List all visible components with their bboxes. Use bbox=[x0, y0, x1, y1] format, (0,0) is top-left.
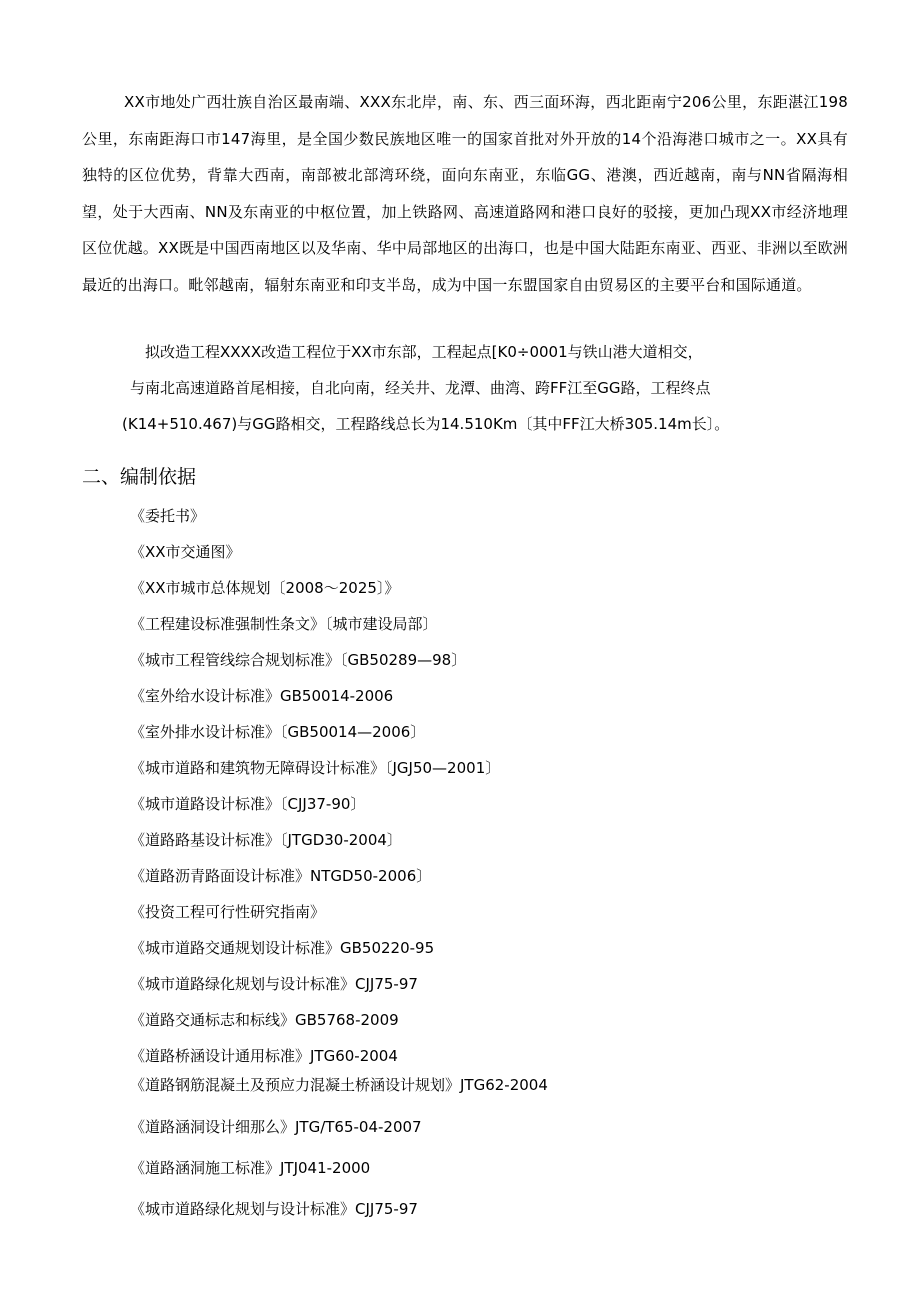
reference-item: 《道路交通标志和标线》GB5768-2009 bbox=[130, 1011, 399, 1029]
reference-item: 《城市道路交通规划设计标准》GB50220-95 bbox=[130, 939, 435, 957]
reference-item: 《委托书》 bbox=[130, 507, 206, 525]
project-paragraph-line-2: 与南北高速道路首尾相接，自北向南，经关井、龙潭、曲湾、跨FF江至GG路，工程终点 bbox=[130, 379, 711, 397]
reference-item: 《室外排水设计标准》〔GB50014—2006〕 bbox=[130, 723, 426, 741]
reference-item: 《城市道路绿化规划与设计标准》CJJ75-97 bbox=[130, 975, 418, 993]
reference-item: 《道路钢筋混凝土及预应力混凝土桥涵设计规划》JTG62-2004 bbox=[130, 1076, 548, 1094]
reference-item: 《工程建设标准强制性条文》〔城市建设局部〕 bbox=[130, 615, 438, 633]
reference-item: 《城市工程管线综合规划标准》〔GB50289—98〕 bbox=[130, 651, 467, 669]
reference-item: 《道路涵洞施工标准》JTJ041-2000 bbox=[130, 1159, 371, 1177]
reference-item: 《XX市城市总体规划〔2008～2025〕》 bbox=[130, 579, 400, 597]
reference-item: 《道路路基设计标准》〔JTGD30-2004〕 bbox=[130, 831, 402, 849]
reference-item: 《道路桥涵设计通用标准》JTG60-2004 bbox=[130, 1047, 398, 1065]
reference-item: 《室外给水设计标准》GB50014-2006 bbox=[130, 687, 394, 705]
intro-paragraph: XX市地处广西壮族自治区最南端、XXX东北岸，南、东、西三面环海，西北距南宁206公里，东距湛江198公里，东南距海口市147海里，是全国少数民族地区唯一的国家首批对外开放的14个沿海港口城市之一。XX具有独特的区位优势，背靠大西南，南部被北部湾环绕，面向东南亚，东临GG、港澳，西近越南，南与NN省隔海相望，处于大西南、NN及东南亚的中枢位置，加上铁路网、高速道路网和港口良好的驳接，更加凸现XX市经济地理区位优越。XX既是中国西南地区以及华南、华中局部地区的出海口，也是中国大陆距东南亚、西亚、非洲以至欧洲最近的出海口。毗邻越南，辐射东南亚和印支半岛，成为中国一东盟国家自由贸易区的主要平台和国际通道。 bbox=[82, 93, 848, 294]
reference-item: 《城市道路绿化规划与设计标准》CJJ75-97 bbox=[130, 1200, 418, 1218]
section-heading: 二、编制依据 bbox=[82, 466, 197, 488]
reference-item: 《XX市交通图》 bbox=[130, 543, 241, 561]
project-paragraph-line-1: 拟改造工程XXXX改造工程位于XX市东部，工程起点[K0÷0001与铁山港大道相交， bbox=[145, 343, 703, 361]
reference-item: 《道路涵洞设计细那么》JTG/T65-04-2007 bbox=[130, 1118, 422, 1136]
project-paragraph-line-3: (K14+510.467)与GG路相交，工程路线总长为14.510Km〔其中FF江大桥305.14m长〕。 bbox=[122, 415, 730, 433]
reference-item: 《城市道路和建筑物无障碍设计标准》〔JGJ50—2001〕 bbox=[130, 759, 501, 777]
reference-item: 《投资工程可行性研究指南》 bbox=[130, 903, 326, 921]
reference-item: 《道路沥青路面设计标准》NTGD50-2006〕 bbox=[130, 867, 432, 885]
reference-item: 《城市道路设计标准》〔CJJ37-90〕 bbox=[130, 795, 366, 813]
